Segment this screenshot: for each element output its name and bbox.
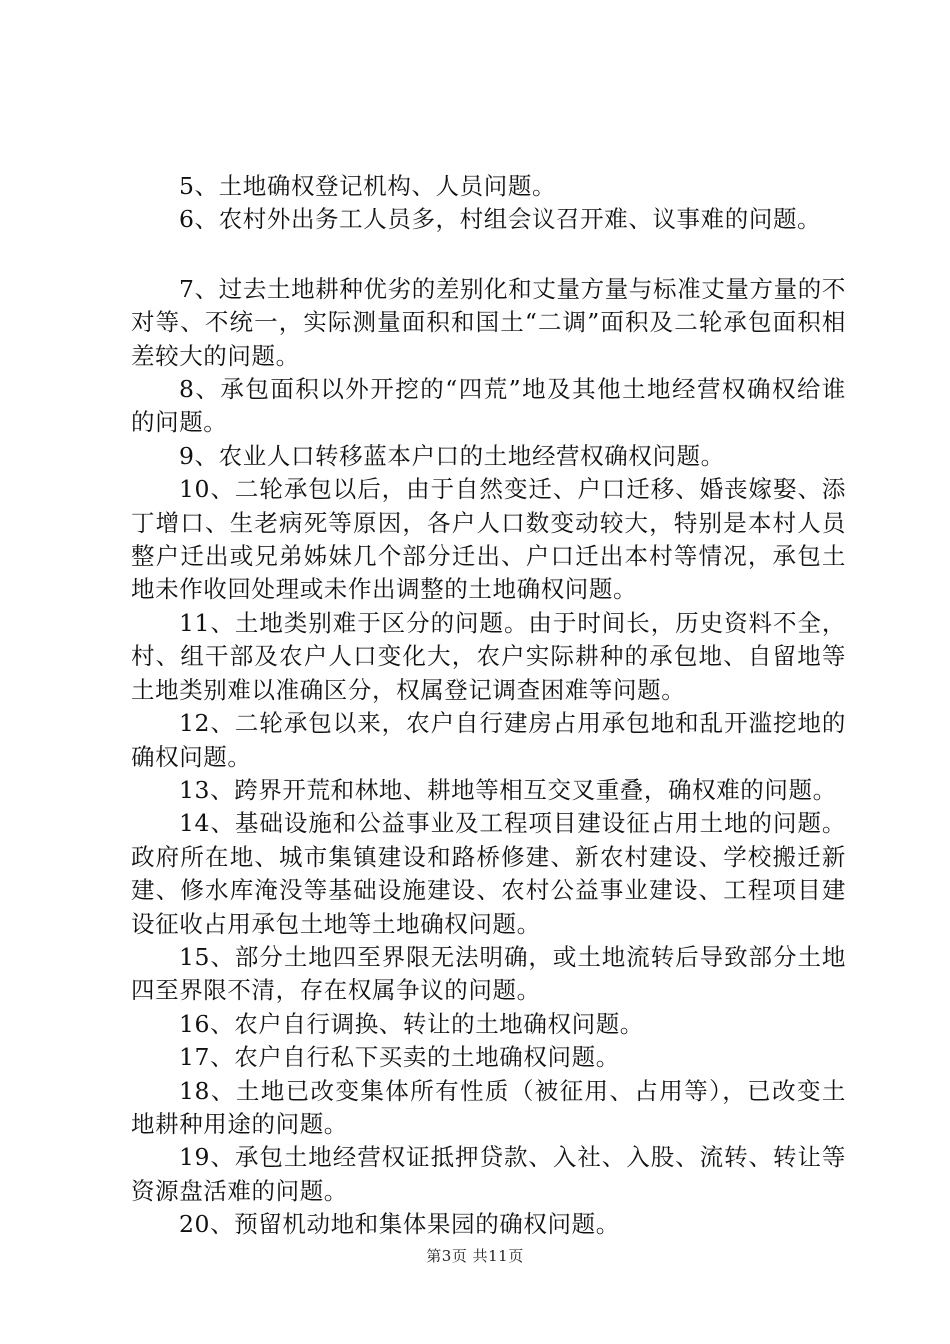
paragraph-item-18: 18、土地已改变集体所有性质（被征用、占用等），已改变土地耕种用途的问题。 [131,1076,846,1138]
document-body [131,170,846,1242]
paragraph-item-7: 7、过去土地耕种优劣的差别化和丈量方量与标准丈量方量的不对等、不统一，实际测量面积和国土“二调”面积及二轮承包面积相差较大的问题。 [131,274,846,370]
paragraph-item-10: 10、二轮承包以后，由于自然变迁、户口迁移、婚丧嫁娶、添丁增口、生老病死等原因，各户人口数变动较大，特别是本村人员整户迁出或兄弟姊妹几个部分迁出、户口迁出本村等情况，承包土地未作收回处理或未作出调整的土地确权问题。 [131,475,846,604]
paragraph-item-14: 14、基础设施和公益事业及工程项目建设征占用土地的问题。政府所在地、城市集镇建设和路桥修建、新农村建设、学校搬迁新建、修水库淹没等基础设施建设、农村公益事业建设、工程项目建设征收占用承包土地等土地确权问题。 [131,809,846,938]
paragraph-item-5: 5、土地确权登记机构、人员问题。 [179,172,557,200]
paragraph-item-13: 13、跨界开荒和林地、耕地等相互交叉重叠，确权难的问题。 [179,775,837,804]
paragraph-item-12: 12、二轮承包以来，农户自行建房占用承包地和乱开滥挖地的确权问题。 [131,709,846,771]
paragraph-item-17: 17、农户自行私下买卖的土地确权问题。 [179,1043,620,1072]
paragraph-item-16: 16、农户自行调换、转让的土地确权问题。 [179,1009,644,1038]
paragraph-item-8: 8、承包面积以外开挖的“四荒”地及其他土地经营权确权给谁的问题。 [131,375,846,437]
page-number-footer: 第3页 共11页 [426,1247,524,1265]
paragraph-item-19: 19、承包土地经营权证抵押贷款、入社、入股、流转、转让等资源盘活难的问题。 [131,1143,846,1205]
paragraph-item-15: 15、部分土地四至界限无法明确，或土地流转后导致部分土地四至界限不清，存在权属争议的问题。 [131,942,846,1005]
paragraph-item-11: 11、土地类别难于区分的问题。由于时间长，历史资料不全，村、组干部及农户人口变化大，农户实际耕种的承包地、自留地等土地类别难以准确区分，权属登记调查困难等问题。 [131,608,846,704]
paragraph-item-9: 9、农业人口转移蓝本户口的土地经营权确权问题。 [179,441,725,470]
paragraph-item-20: 20、预留机动地和集体果园的确权问题。 [179,1210,620,1239]
paragraph-item-6: 6、农村外出务工人员多，村组会议召开难、议事难的问题。 [179,205,822,234]
